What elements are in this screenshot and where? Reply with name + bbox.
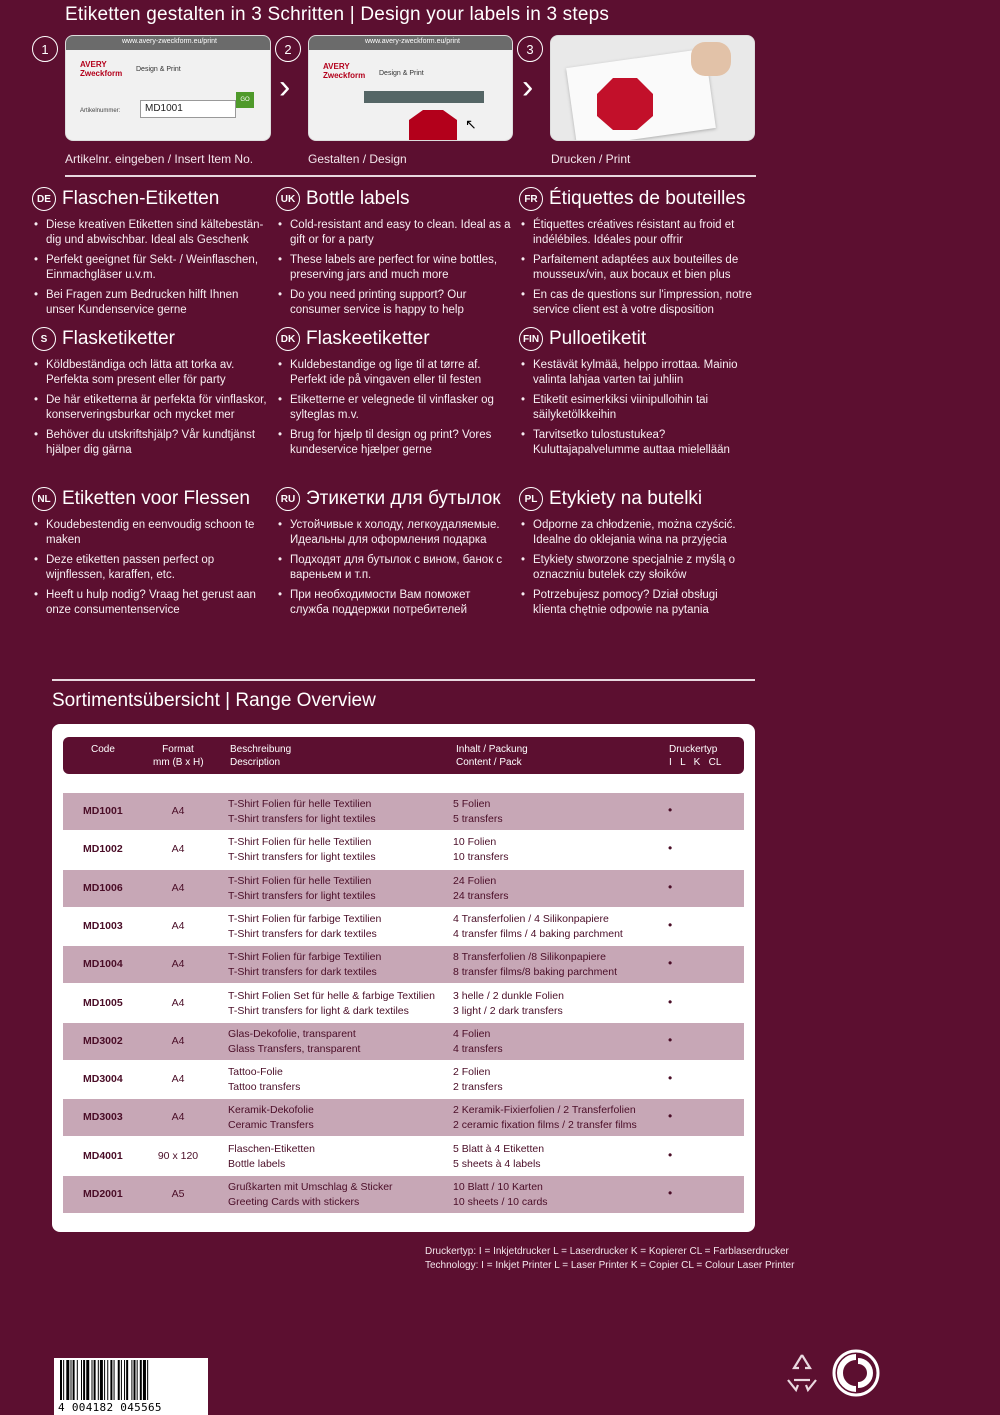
list-item: • Cold-resistant and easy to clean. Ideal as a gift or for a party (276, 218, 511, 248)
header-format-line1: Format (162, 744, 194, 755)
barcode-bar (92, 1360, 93, 1400)
lang-badge-dk: DK (276, 327, 300, 351)
row-format-line: A4 (171, 805, 185, 817)
row-description-line: T-Shirt transfers for light textiles (228, 851, 376, 864)
table-row (63, 1099, 744, 1136)
row-pack-line: 5 Folien (453, 798, 491, 810)
list-item: • Köldbeständiga och lätta att torka av. Perfekta som present eller för party (32, 358, 267, 388)
row-format (153, 958, 203, 970)
row-description-line: Keramik-Dekofolie (228, 1104, 314, 1117)
row-description (228, 874, 376, 904)
chevron-right-icon: › (279, 68, 291, 106)
lang-badge-fr: FR (519, 187, 543, 211)
table-row (63, 1023, 744, 1060)
row-code-line: MD1003 (83, 919, 123, 932)
row-description (228, 1180, 393, 1210)
lang-badge-de: DE (32, 187, 56, 211)
list-item: • Potrzebujesz pomocy? Dział obsługi klienta chętnie odpowie na pytania (519, 588, 754, 618)
row-code (83, 920, 123, 932)
row-printer-mark-line: • (668, 879, 673, 894)
row-printer-mark (668, 1033, 672, 1047)
row-printer-mark (668, 880, 672, 894)
lang-title-dk: Flaskeetiketter (306, 328, 430, 349)
row-code-line: MD3002 (83, 1034, 123, 1047)
list-item: • Kestävät kylmää, helppo irrottaa. Mainio valinta lahjaa varten tai juhliin (519, 358, 754, 388)
brand-logo: AVERY Zweckform (323, 62, 366, 80)
row-format-line: 90 x 120 (157, 1149, 199, 1162)
lang-block-uk (276, 186, 511, 323)
row-pack-line: 5 transfers (453, 813, 503, 825)
table-row (63, 831, 744, 868)
row-pack-line: 2 ceramic fixation films / 2 transfer films (453, 1119, 637, 1132)
hand (691, 42, 731, 76)
barcode-bar (134, 1360, 136, 1400)
row-printer-mark-line: • (668, 1071, 673, 1086)
row-description (228, 989, 435, 1019)
row-description-line: T-Shirt Folien für farbige Textilien (228, 912, 382, 925)
row-pack-line: 10 Folien (453, 836, 497, 849)
row-format (153, 805, 203, 817)
barcode-bar (140, 1360, 142, 1400)
lang-title-de: Flaschen-Etiketten (62, 188, 220, 209)
step-number-1: 1 (32, 36, 58, 62)
header-printer-line2: I L K CL (669, 757, 722, 768)
row-format (153, 1188, 203, 1200)
barcode-bar (147, 1360, 148, 1400)
row-format-line: A4 (171, 919, 185, 932)
list-item: • Koudebestendig en eenvoudig schoon te maken (32, 518, 267, 548)
row-code (83, 805, 123, 817)
barcode-bar (86, 1360, 89, 1400)
lang-title-uk: Bottle labels (306, 188, 410, 209)
green-dot-icon (832, 1349, 880, 1397)
row-format (153, 843, 203, 855)
row-description (228, 797, 376, 827)
row-code-line: MD2001 (83, 1188, 123, 1200)
row-pack-line: 4 transfers (453, 1042, 503, 1055)
step-3-photo (550, 35, 755, 141)
barcode-bar (63, 1360, 64, 1400)
row-printer-mark (668, 1186, 672, 1200)
list-item: • Bei Fragen zum Bedrucken hilft Ihnen unser Kundenservice gerne (32, 288, 267, 318)
list-item: • Etiketit esimerkiksi viinipulloihin tai säilyketölkkeihin (519, 393, 754, 423)
list-item: • Etykiety stworzone specjalnie z myślą o oznaczniu butelek czy słoików (519, 553, 754, 583)
barcode-bar (137, 1360, 138, 1400)
row-description-line: T-Shirt Folien für farbige Textilien (228, 951, 382, 964)
barcode-bar (114, 1360, 115, 1400)
barcode-bar (60, 1360, 62, 1400)
barcode-bar (126, 1360, 128, 1400)
row-printer-mark (668, 995, 672, 1009)
row-description-line: T-Shirt Folien Set für helle & farbige Textilien (228, 989, 435, 1002)
row-description-line: Glas-Dekofolie, transparent (228, 1027, 356, 1040)
row-description-line: T-Shirt transfers for dark textiles (228, 927, 377, 940)
row-pack-line: 8 Transferfolien /8 Silikonpapiere (453, 951, 606, 964)
row-code (83, 1111, 123, 1123)
row-pack (453, 1142, 544, 1172)
row-pack-line: 24 Folien (453, 874, 497, 887)
list-item: • Deze etiketten passen perfect op wijnflessen, karaffen, etc. (32, 553, 267, 583)
row-pack-line: 5 Blatt à 4 Etiketten (453, 1142, 545, 1155)
row-description (228, 1142, 315, 1172)
lang-title-fin: Pulloetiketit (549, 328, 647, 349)
barcode-bar (110, 1360, 112, 1400)
lang-block-de (32, 186, 267, 323)
lang-block-fin (519, 326, 754, 463)
brand-logo: AVERY Zweckform (80, 60, 123, 78)
table-row (63, 1176, 744, 1213)
step-1-caption: Artikelnr. eingeben / Insert Item No. (65, 152, 254, 166)
row-description-line: T-Shirt Folien für helle Textilien (228, 874, 372, 887)
row-format-line: A4 (171, 958, 185, 971)
row-format (153, 1073, 203, 1085)
steps-title: Etiketten gestalten in 3 Schritten | Design your labels in 3 steps (65, 4, 610, 25)
table-header (63, 737, 744, 774)
range-title: Sortimentsübersicht | Range Overview (52, 690, 376, 711)
row-pack-line: 2 Folien (453, 1066, 491, 1079)
row-format (153, 1111, 203, 1123)
row-code (83, 1188, 123, 1200)
row-pack (453, 874, 508, 904)
lang-block-dk (276, 326, 511, 463)
step-number-2: 2 (275, 36, 301, 62)
list-item: • These labels are perfect for wine bottles, preserving jars and much more (276, 253, 511, 283)
row-pack-line: 10 transfers (453, 851, 509, 864)
barcode-bar (83, 1360, 85, 1400)
row-printer-mark (668, 1148, 672, 1162)
stop-sign-preview (389, 108, 469, 141)
barcode-bar (124, 1360, 125, 1400)
row-pack (453, 1027, 503, 1057)
list-item: • Do you need printing support? Our consumer service is happy to help (276, 288, 511, 318)
lang-title-ru: Этикетки для бутылок (306, 488, 501, 509)
barcode-bar (143, 1360, 146, 1400)
row-printer-mark-line: • (668, 1147, 673, 1162)
row-code (83, 958, 123, 970)
editor-toolbar[interactable] (364, 91, 484, 103)
row-description (228, 950, 381, 980)
legend-line-1: Druckertyp: I = Inkjetdrucker L = Laserdrucker K = Kopierer CL = Farblaserdrucker (425, 1246, 789, 1257)
row-description (228, 1065, 300, 1095)
row-description-line: Tattoo transfers (228, 1081, 301, 1094)
list-item: • Kuldebestandige og lige til at tørre af. Perfekt ide på vingaven eller til festen (276, 358, 511, 388)
barcode-bar (77, 1360, 78, 1400)
cursor-icon: ↖ (465, 116, 477, 132)
row-format-line: A5 (171, 1188, 185, 1200)
list-item: • При необходимости Вам поможет служба поддержки потребителей (276, 588, 511, 618)
row-pack (453, 1065, 503, 1095)
lang-block-fr (519, 186, 769, 323)
row-printer-mark-line: • (668, 841, 673, 856)
range-table (52, 724, 755, 1232)
lang-badge-uk: UK (276, 187, 300, 211)
list-item: • Behöver du utskriftshjälp? Vår kundtjänst hjälper dig gärna (32, 428, 267, 458)
row-description-line: Grußkarten mit Umschlag & Sticker (228, 1181, 393, 1193)
design-print-tab: Design & Print (379, 70, 424, 77)
row-pack-line: 2 Keramik-Fixierfolien / 2 Transferfolien (453, 1104, 636, 1117)
row-code-line: MD1001 (83, 805, 123, 817)
step-2-caption: Gestalten / Design (308, 152, 407, 166)
row-format-line: A4 (171, 1073, 185, 1086)
stop-sign-label (595, 76, 655, 132)
row-pack-line: 5 sheets à 4 labels (453, 1157, 541, 1170)
table-row (63, 1061, 744, 1098)
barcode-bar (100, 1360, 103, 1400)
chevron-right-icon: › (522, 68, 534, 106)
list-item: • Brug for hjælp til design og print? Vores kundeservice hjælper gerne (276, 428, 511, 458)
browser-url: www.avery-zweckform.eu/print (122, 38, 217, 45)
header-printer (669, 743, 721, 769)
row-code (83, 882, 123, 894)
row-pack-line: 10 sheets / 10 cards (453, 1196, 548, 1208)
row-printer-mark-line: • (668, 956, 673, 971)
list-item: • Odporne za chłodzenie, można czyścić. Idealne do oklejania wina na przyjęcia (519, 518, 754, 548)
step-number-3: 3 (517, 36, 543, 62)
row-code (83, 1035, 123, 1047)
row-format (153, 1150, 203, 1162)
row-code-line: MD1006 (83, 881, 123, 894)
lang-block-pl (519, 486, 754, 623)
row-pack-line: 24 transfers (453, 889, 509, 902)
row-description-line: Tattoo-Folie (228, 1066, 283, 1079)
row-description-line: Flaschen-Etiketten (228, 1142, 315, 1155)
barcode-bar (118, 1360, 120, 1400)
table-row (63, 946, 744, 983)
row-pack-line: 10 Blatt / 10 Karten (453, 1181, 543, 1193)
list-item: • Tarvitsetko tulostustukea? Kuluttajapalvelumme auttaa mielellään (519, 428, 754, 458)
lang-title-fr: Étiquettes de bouteilles (549, 188, 746, 209)
item-number-input[interactable]: MD1001 (140, 100, 236, 118)
header-code: Code (91, 744, 115, 755)
step-2-screenshot (308, 35, 513, 141)
lang-block-ru (276, 486, 511, 623)
row-description-line: T-Shirt Folien für helle Textilien (228, 798, 372, 810)
printer-legend (425, 1245, 794, 1273)
row-pack-line: 2 transfers (453, 1081, 503, 1094)
lang-title-pl: Etykiety na butelki (549, 488, 703, 509)
row-format-line: A4 (171, 843, 185, 856)
row-code-line: MD1005 (83, 996, 123, 1009)
row-pack-line: 3 helle / 2 dunkle Folien (453, 989, 564, 1002)
row-printer-mark (668, 918, 672, 932)
row-pack-line: 3 light / 2 dark transfers (453, 1004, 563, 1017)
row-printer-mark-line: • (668, 917, 673, 932)
barcode-bar (98, 1360, 99, 1400)
row-description-line: Ceramic Transfers (228, 1119, 314, 1132)
row-code (83, 1150, 123, 1162)
barcode-bar (71, 1360, 72, 1400)
barcode-bar (104, 1360, 105, 1400)
row-printer-mark (668, 956, 672, 970)
row-format (153, 882, 203, 894)
row-description (228, 912, 381, 942)
step-1-screenshot (65, 35, 271, 141)
list-item: • De här etiketterna är perfekta för vinflaskor, konserveringsburkar och mycket mer (32, 393, 267, 423)
header-pack-line1: Inhalt / Packung (456, 744, 528, 755)
barcode-bar (121, 1360, 122, 1400)
divider (52, 679, 755, 681)
row-description-line: T-Shirt transfers for light textiles (228, 813, 376, 825)
list-item: • Устойчивые к холоду, легкоудаляемые. Идеальны для оформления подарка (276, 518, 511, 548)
table-row (63, 908, 744, 945)
row-pack (453, 989, 564, 1019)
barcode-number: 4 004182 045565 (58, 1401, 162, 1414)
row-format-line: A4 (171, 1111, 185, 1124)
row-printer-mark (668, 1071, 672, 1085)
row-printer-mark-line: • (668, 1109, 673, 1124)
lang-title-s: Flasketiketter (62, 328, 175, 349)
header-desc-line2: Description (230, 757, 281, 768)
header-description (230, 743, 291, 769)
barcode-bar (94, 1360, 96, 1400)
row-pack (453, 912, 623, 942)
table-row (63, 985, 744, 1022)
list-item: • Perfekt geeignet für Sekt- / Weinflaschen, Einmachgläser u.v.m. (32, 253, 267, 283)
row-pack (453, 1103, 637, 1133)
row-printer-mark (668, 803, 672, 817)
list-item: • Diese kreativen Etiketten sind kältebestän-dig und abwischbar. Ideal als Geschenk (32, 218, 267, 248)
row-pack (453, 835, 508, 865)
lang-block-s (32, 326, 267, 463)
row-code (83, 997, 123, 1009)
row-format (153, 997, 203, 1009)
recycle-icon (780, 1350, 824, 1394)
header-pack (456, 743, 528, 769)
row-printer-mark (668, 841, 672, 855)
row-pack-line: 4 transfer films / 4 baking parchment (453, 927, 623, 940)
row-pack (453, 797, 503, 827)
row-pack-line: 4 Folien (453, 1027, 491, 1040)
row-description-line: T-Shirt Folien für helle Textilien (228, 836, 372, 849)
row-code-line: MD3003 (83, 1111, 123, 1124)
lang-badge-s: S (32, 327, 56, 351)
barcode-bar (66, 1360, 69, 1400)
lang-badge-nl: NL (32, 487, 56, 511)
list-item: • En cas de questions sur l'impression, notre service client est à votre disposition (519, 288, 769, 318)
go-button[interactable]: GO (236, 92, 254, 108)
row-format (153, 920, 203, 932)
table-row (63, 1138, 744, 1175)
row-code (83, 1073, 123, 1085)
legend-line-2: Technology: I = Inkjet Printer L = Laser Printer K = Copier CL = Colour Laser Printer (425, 1260, 795, 1271)
row-description (228, 835, 376, 865)
header-format-line2: mm (B x H) (153, 757, 204, 768)
row-description-line: T-Shirt transfers for dark textiles (228, 966, 377, 979)
lang-badge-ru: RU (276, 487, 300, 511)
step-3-caption: Drucken / Print (551, 152, 631, 166)
row-format-line: A4 (171, 881, 185, 894)
row-description-line: Glass Transfers, transparent (228, 1042, 361, 1055)
row-format (153, 1035, 203, 1047)
row-description-line: Greeting Cards with stickers (228, 1196, 360, 1208)
design-print-tab: Design & Print (136, 66, 181, 73)
row-code-line: MD3004 (83, 1073, 123, 1086)
row-code (83, 843, 123, 855)
lang-badge-pl: PL (519, 487, 543, 511)
row-description-line: T-Shirt transfers for light textiles (228, 889, 376, 902)
lang-badge-fin: FIN (519, 327, 543, 351)
header-printer-line1: Druckertyp (669, 744, 718, 755)
row-pack-line: 4 Transferfolien / 4 Silikonpapiere (453, 912, 609, 925)
row-printer-mark-line: • (668, 994, 673, 1009)
row-pack-line: 8 transfer films/8 baking parchment (453, 966, 617, 979)
row-printer-mark (668, 1109, 672, 1123)
item-number-label: Artikelnummer: (80, 108, 121, 114)
row-format-line: A4 (171, 1034, 185, 1047)
header-desc-line1: Beschreibung (230, 744, 292, 755)
header-format (153, 743, 203, 769)
row-format-line: A4 (171, 996, 185, 1009)
row-description (228, 1027, 360, 1057)
row-description (228, 1103, 314, 1133)
row-printer-mark-line: • (668, 1186, 673, 1200)
list-item: • Подходят для бутылок с вином, банок с вареньем и т.п. (276, 553, 511, 583)
barcode-bar (81, 1360, 82, 1400)
row-code-line: MD1004 (83, 958, 123, 971)
divider (65, 175, 756, 177)
barcode (54, 1358, 208, 1415)
lang-title-nl: Etiketten voor Flessen (62, 488, 250, 509)
row-pack (453, 1180, 548, 1210)
barcode-bar (73, 1360, 75, 1400)
table-row (63, 793, 744, 830)
row-description-line: T-Shirt transfers for light & dark textiles (228, 1004, 409, 1017)
barcode-bar (107, 1360, 108, 1400)
row-code-line: MD4001 (83, 1149, 123, 1162)
row-description-line: Bottle labels (228, 1157, 286, 1170)
list-item: • Étiquettes créatives résistant au froid et indélébiles. Idéales pour offrir (519, 218, 769, 248)
barcode-bars (54, 1358, 208, 1402)
list-item: • Parfaitement adaptées aux bouteilles de mousseux/vin, aux bocaux et bien plus (519, 253, 769, 283)
row-pack (453, 950, 617, 980)
row-printer-mark-line: • (668, 803, 673, 817)
table-row (63, 870, 744, 907)
barcode-bar (131, 1360, 132, 1400)
header-pack-line2: Content / Pack (456, 757, 522, 768)
browser-url: www.avery-zweckform.eu/print (365, 38, 460, 45)
row-printer-mark-line: • (668, 1032, 673, 1047)
lang-block-nl (32, 486, 267, 623)
list-item: • Heeft u hulp nodig? Vraag het gerust aan onze consumentenservice (32, 588, 267, 618)
list-item: • Etiketterne er velegnede til vinflasker og sylteglas m.v. (276, 393, 511, 423)
row-code-line: MD1002 (83, 843, 123, 856)
